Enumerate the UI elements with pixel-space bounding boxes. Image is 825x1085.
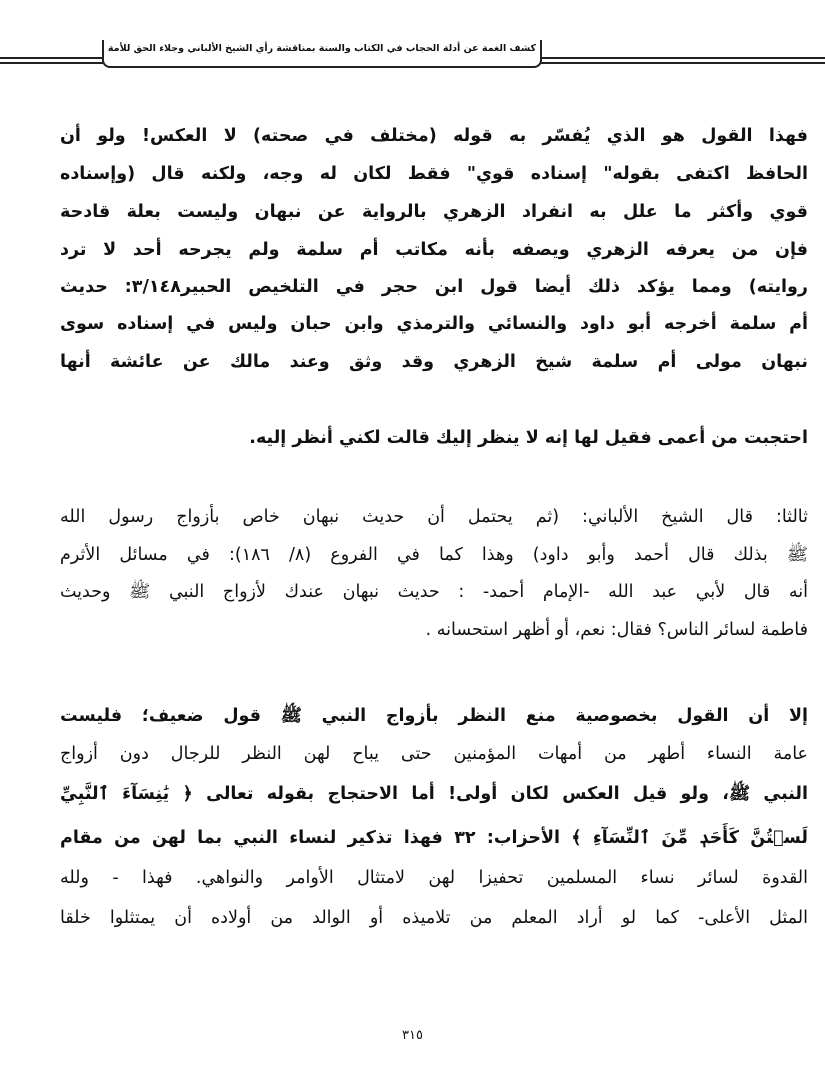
text-line: قوي وأكثر ما علل به انفراد الزهري بالرواية عن نبهان وليست بعلة قادحة [60,202,808,222]
text-line: روايته) ومما يؤكد ذلك أيضا قول ابن حجر في التلخيص الحبير٣/١٤٨: حديث [60,277,808,297]
text-line: القدوة لسائر نساء المسلمين تحفيزا لهن لامتثال الأوامر والنواهي. فهذا - ولله [60,868,808,888]
text-line: المثل الأعلى- كما لو أراد المعلم من تلاميذه أو الوالد من أولاده أن يمتثلوا خلقا [60,908,808,928]
text-line: فاطمة لسائر الناس؟ فقال: نعم، أو أظهر استحسانه . [425,620,808,640]
text-line: أنه قال لأبي عبد الله -الإمام أحمد- : حديث نبهان عندك لأزواج النبي ﷺ وحديث [60,582,808,602]
text-line: فإن من يعرفه الزهري ويصفه بأنه مكاتب أم سلمة ولم يجرحه أحد لا ترد [60,240,808,260]
text-line: فهذا القول هو الذي يُفسّر به قوله (مختلف في صحته) لا العكس! ولو أن [60,126,808,146]
running-header [102,40,542,68]
text-line: ثالثا: قال الشيخ الألباني: (ثم يحتمل أن حديث نبهان خاص بأزواج رسول الله [60,507,808,527]
text-line: نبهان مولى أم سلمة شيخ الزهري وقد وثق وعند مالك عن عائشة أنها [60,352,808,372]
text-line: أم سلمة أخرجه أبو داود والنسائي والترمذي وابن حبان وليس في إسناده سوى [60,314,808,334]
text-line: لَسۡتُنَّ كَأَحَدٖ مِّنَ ٱلنِّسَآءِ ﴾ الأحزاب: ٣٢ فهذا تذكير لنساء النبي بما لهن من مقام [60,828,808,848]
text-line: الحافظ اكتفى بقوله" إسناده قوي" فقط لكان له وجه، ولكنه قال (وإسناده [60,164,808,184]
running-header-title: كشف الغمة عن أدلة الحجاب في الكتاب والسنة بمناقشة رأي الشيخ الألباني وجلاء الحق للأمة [107,43,537,54]
text-line: النبي ﷺ، ولو قيل العكس لكان أولى! أما الاحتجاج بقوله تعالى ﴿ يَٰنِسَآءَ ٱلنَّبِيِّ [60,784,808,804]
page-number: ٣١٥ [402,1028,423,1043]
text-line: عامة النساء أطهر من أمهات المؤمنين حتى يباح لهن النظر للرجال دون أزواج [60,744,808,764]
text-line: احتجبت من أعمى فقيل لها إنه لا ينظر إليك قالت لكني أنظر إليه. [249,428,808,448]
text-line: إلا أن القول بخصوصية منع النظر بأزواج النبي ﷺ قول ضعيف؛ فليست [60,706,808,726]
text-line: ﷺ بذلك قال أحمد وأبو داود) وهذا كما في الفروع (٨/ ١٨٦): في مسائل الأثرم [60,545,808,565]
